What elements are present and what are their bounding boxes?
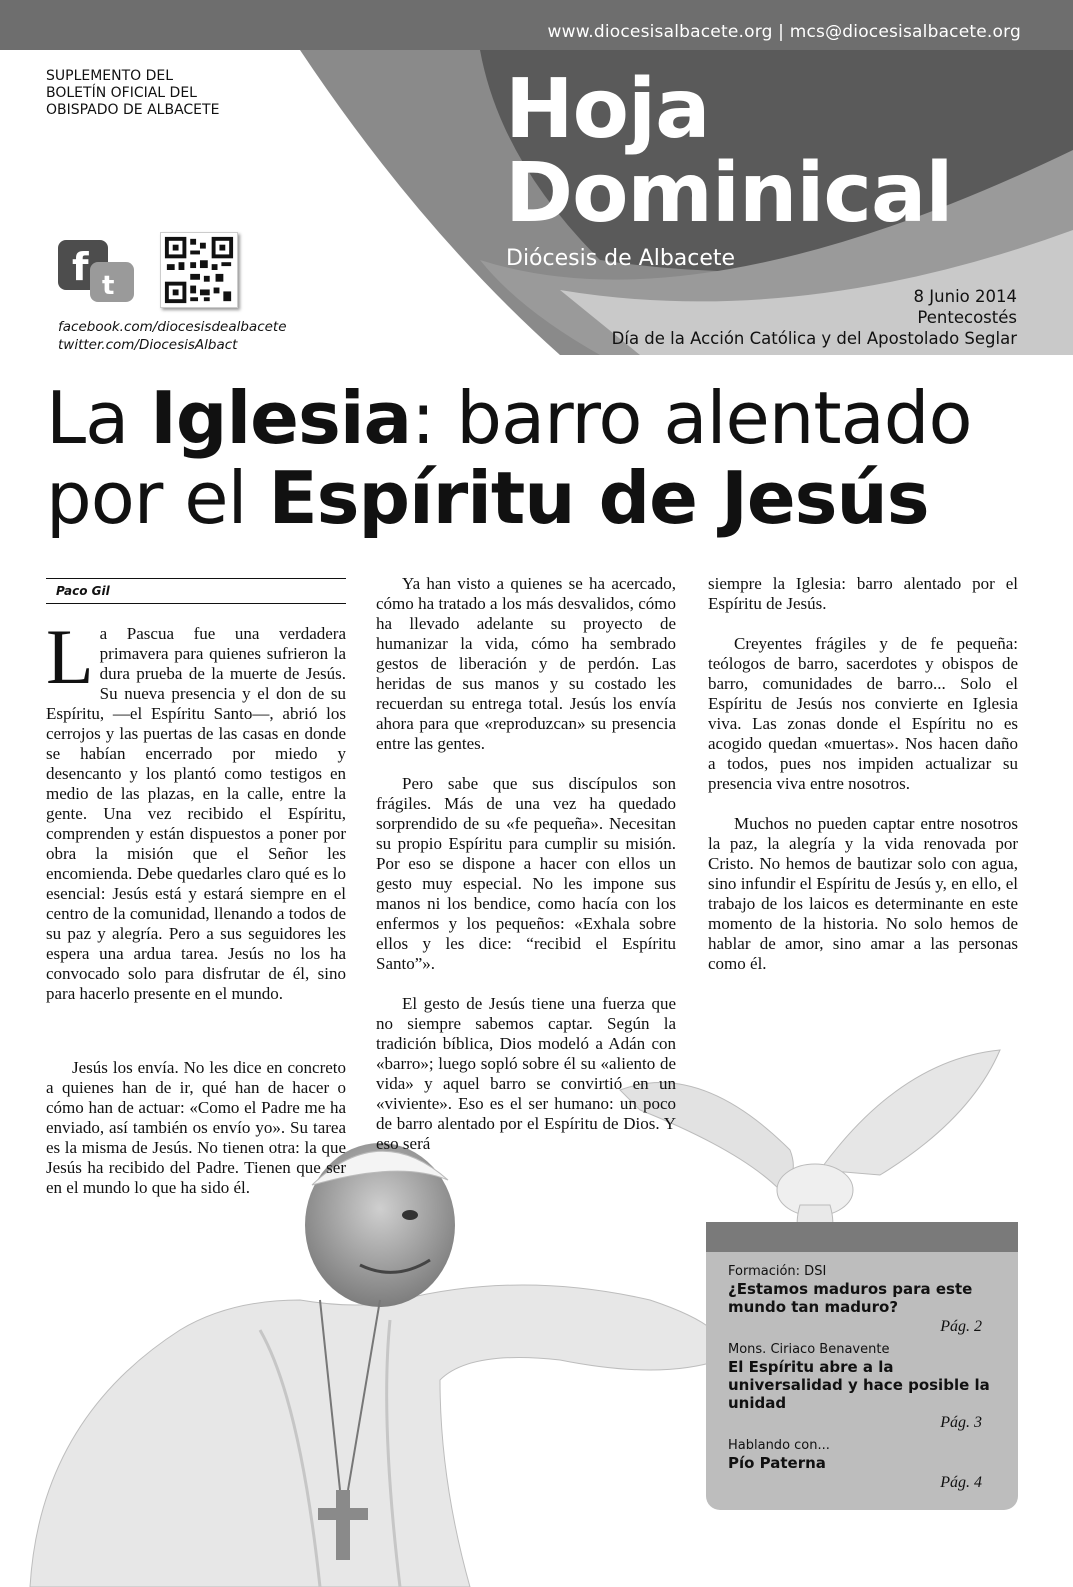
article-paragraph: El gesto de Jesús tiene una fuerza que no siempre sabemos captar. Según la tradición bíblica, Dios modeló a Adán con «barro»; luego sopló sobre él su «aliento de vida» y aquel barro se convirtió en un «viviente». Eso es el ser humano: un poco de barro alentado por el Espíritu de Dios. Y eso será [376, 994, 676, 1153]
supplement-line: SUPLEMENTO DEL [46, 68, 174, 84]
contents-kicker: Hablando con... [728, 1438, 830, 1453]
headline-bold: Iglesia [150, 376, 412, 460]
drop-cap: L [46, 613, 94, 700]
masthead-subtitle: Diócesis de Albacete [506, 246, 736, 271]
article-column-1 [46, 578, 346, 1024]
article-paragraph [46, 613, 346, 1004]
issue-day: Día de la Acción Católica y del Apostolado Seglar [611, 329, 1017, 348]
svg-text:f: f [72, 245, 89, 289]
contents-page: Pág. 4 [940, 1474, 982, 1491]
contents-box [706, 1222, 1018, 1510]
headline-part: : barro alentado [411, 376, 972, 460]
social-links [58, 318, 287, 354]
contents-title[interactable]: El Espíritu abre a la universalidad y hace posible la unidad [728, 1358, 990, 1412]
issue-feast: Pentecostés [917, 308, 1017, 327]
issue-date: 8 Junio 2014 [913, 287, 1017, 306]
svg-text:t: t [102, 271, 115, 301]
contents-box-header [706, 1222, 1018, 1252]
article-column-3 [708, 574, 1018, 994]
article-paragraph: Ya han visto a quienes se ha acercado, cómo ha tratado a los más desvalidos, cómo ha llevado adelante su proyecto de humanizar la vida, cómo ha sembrado gestos de liberación y de perdón. Las heridas de sus manos y su costado les recuerdan su entrega total. Jesús los envía ahora para que «reproduzcan» su presencia entre las gentes. [376, 574, 676, 753]
contents-kicker: Formación: DSI [728, 1264, 827, 1279]
article-paragraph: Muchos no pueden captar entre nosotros la paz, la alegría y la vida renovada por Cristo. No hemos de bautizar solo con agua, sino infundir el Espíritu de Jesús y, en ello, el trabajo de los laicos es determinante en este momento de la historia. No solo hemos de hablar de amor, sino amar a las personas como él. [708, 814, 1018, 973]
supplement-note [46, 68, 286, 119]
supplement-line: OBISPADO DE ALBACETE [46, 102, 220, 118]
twitter-link[interactable]: twitter.com/DiocesisAlbact [58, 337, 238, 353]
article-paragraph: siempre la Iglesia: barro alentado por el Espíritu de Jesús. [708, 574, 1018, 613]
website-email-links[interactable]: www.diocesisalbacete.org | mcs@diocesisalbacete.org [547, 22, 1021, 42]
paragraph-text: a Pascua fue una verdadera primavera para quienes sufrieron la dura prueba de la muerte de Jesús. Su nueva presencia y el don de su Espíritu, —el Espíritu Santo—, abrió los cerrojos y las puertas de las casas en donde se habían encerrado por miedo y desencanto y los plantó como testigos en medio de las plazas, en la calle, entre la gente. Una vez recibido el Espíritu, comprenden y están dispuestos a poner por obra la misión que el Señor les encomienda. Debe quedarles claro qué es lo esencial: Jesús está y estará siempre en el centro de la comunidad, llenando a todos de su paz y alegría. Pero a sus seguidores les espera una ardua tarea. Jesús no los ha convocado solo para disfrutar de él, sino para hacerlo presente en el mundo. [46, 624, 346, 1003]
dove-icon [620, 1050, 1000, 1250]
paragraph-text: Jesús los envía. No les dice en concreto a quienes han de ir, qué han de hacer o cómo han de actuar: «Como el Padre me ha enviado, así también os envío yo». Su tarea es la misma de Jesús. No tienen otra: la que Jesús ha recibido del Padre. Tienen que ser en el mundo lo que ha sido él. [46, 1058, 346, 1197]
masthead-title-line1: Hoja [505, 62, 710, 157]
headline-part: La [46, 376, 151, 460]
article-paragraph: Creyentes frágiles y de fe pequeña: teólogos de barro, sacerdotes y obispos de barro, comunidades de barro... Solo el Espíritu de Jesús nos convierte en Iglesia viva. Las zonas donde el Espíritu no es acogido quedan «muertas». Nos hacen daño a todos, pues nos impiden actualizar su presencia viva entre nosotros. [708, 634, 1018, 793]
article-paragraph: Pero sabe que sus discípulos son frágiles. Más de una vez ha quedado sorprendido de su «fe pequeña». Necesitan su propio Espíritu para cumplir su misión. Por eso se dispone a hacer con ellos un gesto muy especial. No les impone sus manos ni los bendice, como hacía con los enfermos y los pequeños: «Exhala sobre ellos y les dice: “recibid el Espíritu Santo”». [376, 774, 676, 973]
contents-page: Pág. 2 [940, 1318, 982, 1335]
contents-item[interactable] [706, 1342, 1018, 1434]
headline-part: por el [46, 456, 269, 540]
masthead-title [505, 62, 953, 241]
supplement-line: BOLETÍN OFICIAL DEL [46, 85, 197, 101]
qr-code-icon[interactable] [160, 232, 238, 308]
headline-bold: Espíritu de Jesús [268, 456, 929, 540]
contents-item[interactable] [706, 1438, 1018, 1494]
issue-info [612, 286, 1017, 349]
contents-kicker: Mons. Ciriaco Benavente [728, 1342, 890, 1357]
social-icons[interactable] [58, 240, 138, 302]
contents-title[interactable]: ¿Estamos maduros para este mundo tan maduro? [728, 1280, 973, 1316]
facebook-link[interactable]: facebook.com/diocesisdealbacete [58, 319, 287, 335]
photo-overlap [286, 1140, 356, 1300]
masthead-title-line2: Dominical [505, 146, 953, 241]
article-author: Paco Gil [46, 578, 346, 604]
contents-title[interactable]: Pío Paterna [728, 1454, 826, 1472]
article-column-2 [376, 574, 676, 1174]
article-headline [46, 378, 1036, 538]
contents-page: Pág. 3 [940, 1414, 982, 1431]
contents-item[interactable] [706, 1264, 1018, 1338]
